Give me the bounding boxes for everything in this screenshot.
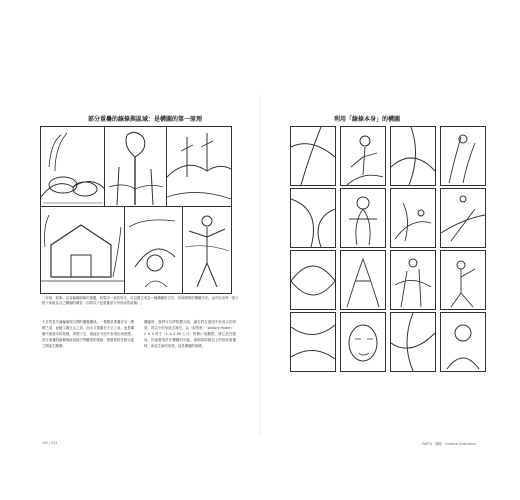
grid-cell-figure-3	[340, 188, 386, 248]
illustration-panel-dancer	[182, 206, 232, 294]
grid-cell-figure-5	[440, 188, 486, 248]
illustration-panel-landscape	[166, 126, 232, 208]
figure-sketch	[125, 207, 183, 293]
grid-cell-line-4	[290, 250, 336, 310]
dancer-sketch	[183, 207, 231, 293]
illustration-panel-barn	[40, 206, 126, 294]
body-text-column-1: 大自然是充滿輪廓與空間的疊覆關係。一棵樹是重疊在另一棵樹之前，而樹又疊在山之前，而山又重疊在天空之前。這是構圖中最基本的原理，掌握了它，就能在平面中表現出深度感。部分重疊的線條與區域能引導觀者的視線，使畫面的各個元素之間產生關聯。	[42, 320, 134, 348]
body-text-column-2: 構圖時，我們可以將物體分組，讓它們在畫面中形成大的形狀，再以小的形狀去補充。以「取景框」（picture finder）：2 × 4 英寸（1 × 2.54 公分）的開口來觀察，將它放在眼前，你會發現許多構圖的可能。兩個或兩個以上的形狀重疊時，會產生新的形狀，這是構圖的基礎。	[144, 320, 236, 348]
barn-sketch	[41, 207, 125, 293]
grid-cell-line-2	[390, 126, 436, 186]
grid-cell-figure-1	[340, 126, 386, 186]
trees-sketch	[105, 127, 167, 207]
grid-cell-line-5	[290, 312, 336, 372]
right-page-folio: PART5 · 構圖 · Creative Illustration	[422, 442, 476, 446]
left-page-number: 252 | 253	[42, 441, 58, 445]
grid-cell-figure-4	[390, 188, 436, 248]
illustration-panel-rocks	[40, 126, 106, 208]
landscape-sketch	[167, 127, 231, 207]
illustration-panel-figure	[124, 206, 184, 294]
grid-cell-line-6	[390, 312, 436, 372]
illustration-panel-trees	[104, 126, 168, 208]
grid-cell-figure-8	[440, 250, 486, 310]
page-gutter	[259, 95, 261, 435]
grid-cell-figure-9	[440, 312, 486, 372]
grid-cell-line-3	[290, 188, 336, 248]
grid-cell-figure-6	[340, 250, 386, 310]
grid-cell-face	[340, 312, 386, 372]
grid-cell-figure-2	[440, 126, 486, 186]
left-page-title: 部分重疊的線條與區域：是構圖的第一原理	[88, 116, 203, 123]
right-page-title: 利用「線條本身」的構圖	[334, 116, 401, 123]
grid-cell-figure-7	[390, 250, 436, 310]
figure-caption: 「房屋、鉛筆」以及輪廓線條的重疊，如果用一致的形式，可以讓它成為一種構圖的方法，形成簡明的構圖手法。也可以用每一張小格子來做為自己構圖的練習（亦即以下是重疊部分所形成的區塊）。	[42, 296, 239, 305]
grid-cell-line-1	[290, 126, 336, 186]
rocks-sketch	[41, 127, 105, 207]
